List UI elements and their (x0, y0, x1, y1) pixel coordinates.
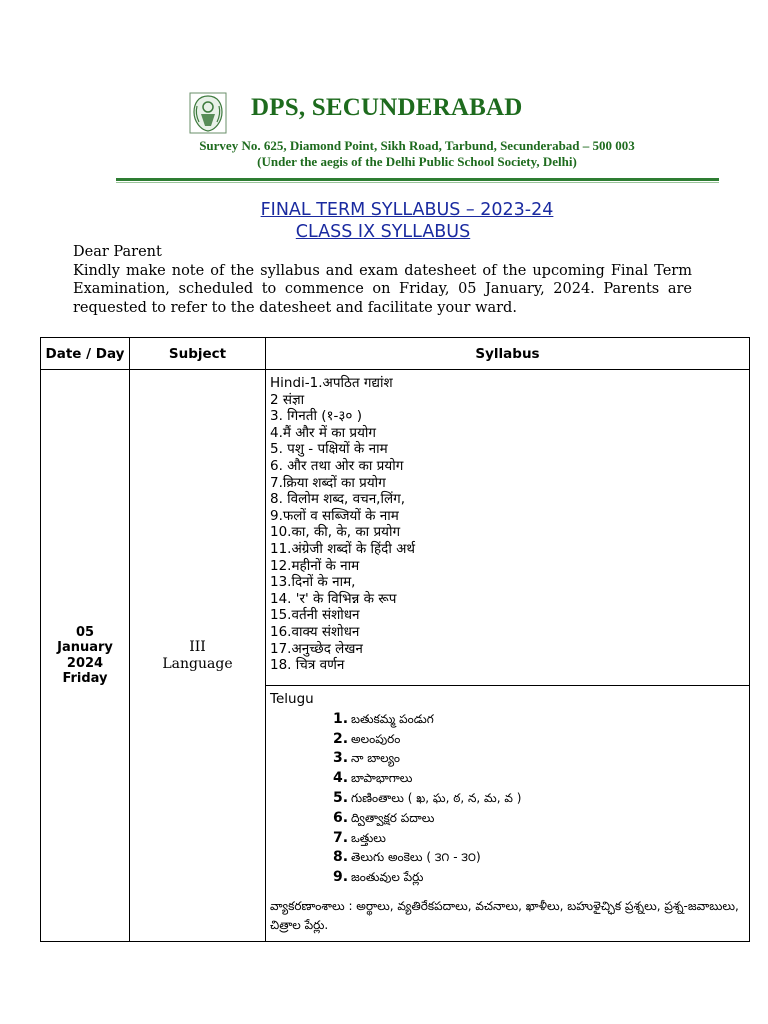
table-header-row (41, 338, 750, 370)
letter-greeting: Dear Parent (73, 244, 162, 260)
item-text: అలంపురం (351, 731, 401, 746)
header-date-day: Date / Day (41, 338, 130, 370)
list-item (333, 867, 749, 887)
school-address: Survey No. 625, Diamond Point, Sikh Road, Tarbund, Secunderabad – 500 003 (199, 138, 635, 153)
list-item (333, 848, 749, 868)
list-item: 11.अंग्रेजी शब्दों के हिंदी अर्थ (270, 540, 416, 557)
item-number: 7. (333, 829, 349, 846)
list-item (333, 828, 749, 848)
item-number: 3. (333, 750, 349, 767)
school-name: DPS, SECUNDERABAD (251, 94, 523, 121)
school-logo-icon (189, 92, 227, 134)
list-item (333, 729, 749, 749)
header-divider (116, 178, 719, 181)
syllabus-title: FINAL TERM SYLLABUS – 2023-24 (260, 200, 554, 220)
list-item: 2 संज्ञा (270, 391, 305, 408)
list-item (333, 768, 749, 788)
date-year: 2024 (66, 655, 104, 671)
telugu-syllabus-cell (266, 686, 750, 942)
list-item (333, 808, 749, 828)
list-item: 3. गिनती (१-३० ) (270, 408, 363, 425)
list-item: Hindi-1.अपठित गद्यांश (270, 375, 393, 391)
item-number: 2. (333, 730, 349, 747)
list-item: 8. विलोम शब्द, वचन,लिंग, (270, 491, 406, 508)
item-number: 8. (333, 849, 349, 866)
item-text: బతుకమ్మ పండుగ (351, 711, 434, 726)
telugu-heading: Telugu (270, 691, 314, 707)
telugu-list (270, 709, 749, 887)
syllabus-table (40, 337, 750, 942)
list-item: 16.वाक्य संशोधन (270, 623, 360, 640)
list-item: 12.महीनों के नाम (270, 557, 360, 574)
list-item: 13.दिनों के नाम, (270, 574, 356, 591)
list-item (333, 709, 749, 729)
telugu-grammar-topics: వ్యాకరణాంశాలు : అర్థాలు, వ్యతిరేకపదాలు, వచనాలు, ఖాళీలు, బహుళైచ్ఛిక ప్రశ్నలు, ప్రశ్న-జవాబులు, చిత్రాల పేర్లు. (270, 899, 739, 933)
hindi-syllabus-cell (266, 370, 750, 686)
list-item: 6. और तथा ओर का प्रयोग (270, 457, 404, 474)
header-subject: Subject (130, 338, 266, 370)
list-item: 7.क्रिया शब्दों का प्रयोग (270, 474, 386, 491)
subject-line: III (189, 638, 206, 655)
list-item: 18. चित्र वर्णन (270, 657, 345, 674)
list-item: 10.का, की, के, का प्रयोग (270, 524, 401, 541)
item-text: జంతువుల పేర్లు (351, 870, 424, 885)
item-number: 6. (333, 809, 349, 826)
parent-letter (73, 243, 692, 317)
item-text: గుణింతాలు ( ఖ, ఘ, ఠ, న, మ, వ ) (351, 791, 522, 806)
list-item: 14. 'र' के विभिन्न के रूप (270, 590, 397, 607)
list-item (333, 788, 749, 808)
letter-body: Kindly make note of the syllabus and exam datesheet of the upcoming Final Term Examination, scheduled to commence on Friday, 05 January, 2024. Parents are requested to refer to the datesheet and facilitate your ward. (73, 262, 692, 316)
item-text: బాపాభాగాలు (351, 771, 413, 786)
school-affiliation: (Under the aegis of the Delhi Public School Society, Delhi) (257, 154, 577, 169)
subject-cell (130, 370, 266, 942)
subject-line: Language (162, 655, 233, 672)
list-item: 9.फलों व सब्जियों के नाम (270, 507, 399, 524)
list-item: 15.वर्तनी संशोधन (270, 607, 360, 624)
item-number: 1. (333, 710, 349, 727)
date-month: January (57, 640, 113, 656)
item-text: తెలుగు అంకెలు ( ౩౧ - ౩౦) (351, 850, 481, 865)
list-item: 5. पशु - पक्षियों के नाम (270, 441, 388, 458)
item-number: 5. (333, 790, 349, 807)
item-text: నా బాల్యం (351, 751, 400, 766)
item-text: ఒత్తులు (351, 830, 386, 845)
date-weekday: Friday (62, 671, 108, 687)
list-item: 4.मैं और में का प्रयोग (270, 424, 376, 441)
list-item: 17.अनुच्छेद लेखन (270, 640, 363, 657)
table-row (41, 370, 750, 686)
item-number: 4. (333, 770, 349, 787)
class-title: CLASS IX SYLLABUS (295, 222, 471, 242)
header-divider-thin (116, 182, 719, 183)
list-item (333, 749, 749, 769)
date-cell (41, 370, 130, 942)
item-number: 9. (333, 869, 349, 886)
date-day-number: 05 (75, 624, 95, 640)
header-syllabus: Syllabus (266, 338, 750, 370)
item-text: ద్విత్వాక్షర పదాలు (351, 810, 435, 825)
